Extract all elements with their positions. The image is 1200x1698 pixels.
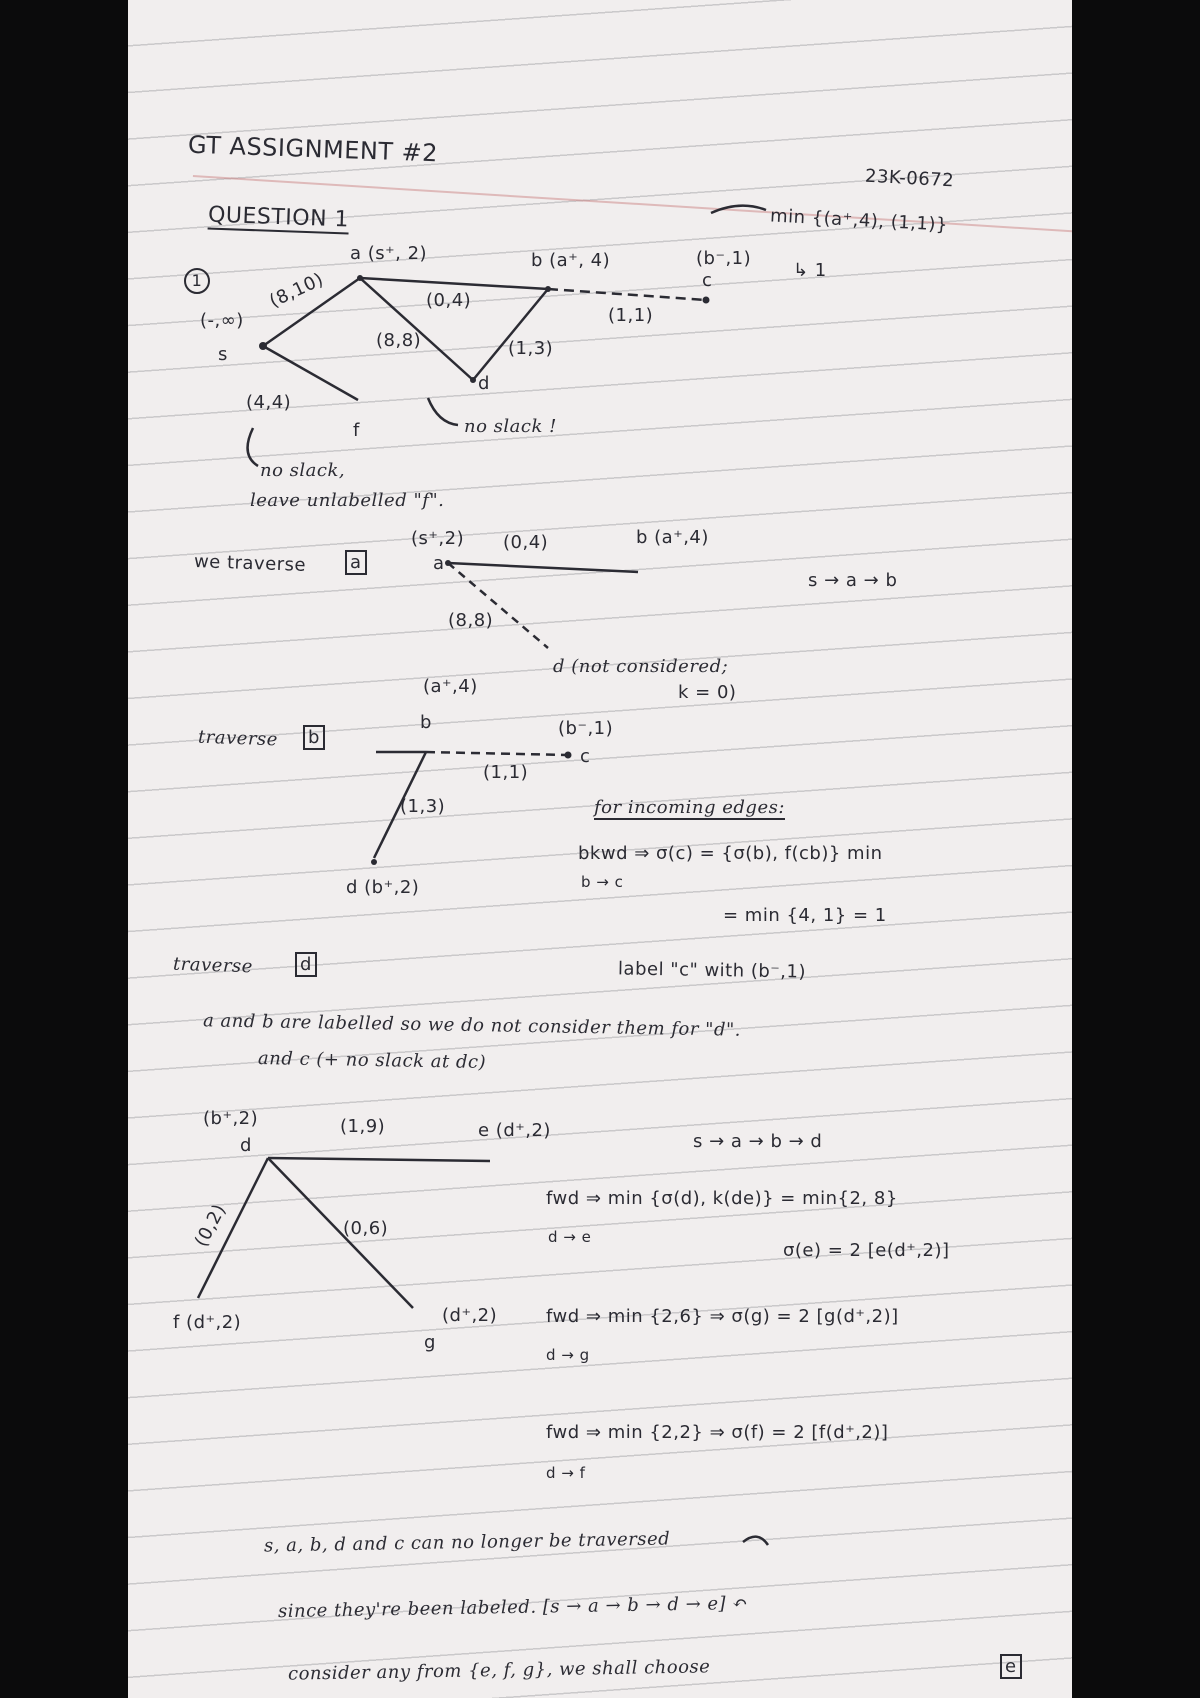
traverse-a-box: a — [345, 550, 367, 575]
conclusion-line-2: since they're been labeled. [s → a → b → d → e] ↶ — [277, 1592, 749, 1623]
bkwd-edge: b → c — [581, 873, 624, 891]
traverse-d-path: s → a → b → d — [693, 1131, 823, 1152]
sigma-e: σ(e) = 2 [e(d⁺,2)] — [783, 1240, 950, 1261]
conclusion-choice-box: e — [1000, 1654, 1022, 1679]
traverse-d-f-label: f (d⁺,2) — [173, 1312, 242, 1333]
traverse-a-edge-ab: (0,4) — [503, 532, 549, 553]
leave-unlabelled-f: leave unlabelled "f". — [250, 490, 445, 511]
traverse-d-edges — [128, 0, 1072, 1698]
traverse-d-box: d — [295, 952, 317, 977]
c-node: c — [702, 270, 713, 291]
traverse-d-g-node: g — [424, 1332, 436, 1353]
fwd-g-formula: fwd ⇒ min {2,6} ⇒ σ(g) = 2 [g(d⁺,2)] — [546, 1306, 899, 1327]
page-title: GT ASSIGNMENT #2 — [187, 130, 439, 168]
traverse-a-a-node: a — [433, 553, 445, 574]
traverse-d-e-label: e (d⁺,2) — [478, 1120, 551, 1141]
traverse-d-d-label: (b⁺,2) — [203, 1108, 259, 1129]
min-result: ↳ 1 — [793, 260, 827, 281]
a-node: a (s⁺, 2) — [350, 243, 428, 264]
edge-sa-label: (8,10) — [266, 268, 327, 313]
no-slack-f: no slack, — [260, 460, 346, 481]
traverse-d-prefix: traverse — [172, 953, 254, 978]
edge-ad-label: (8,8) — [376, 330, 422, 351]
question-heading: QUESTION 1 — [207, 202, 350, 233]
fwd-e-formula: fwd ⇒ min {σ(d), k(de)} = min{2, 8} — [546, 1188, 898, 1209]
c-label: (b⁻,1) — [696, 248, 752, 269]
traverse-d-edge-df: (0,2) — [190, 1200, 231, 1251]
s-label: (-,∞) — [200, 310, 244, 331]
traverse-a-d-note2: k = 0) — [678, 682, 737, 703]
fwd-f-edge: d → f — [546, 1464, 586, 1482]
edge-ab-label: (0,4) — [426, 290, 472, 311]
edge-d-g — [268, 1158, 413, 1308]
d-node: d — [478, 373, 490, 394]
notebook-page — [128, 0, 1072, 1698]
edge-sf-label: (4,4) — [246, 392, 292, 413]
b-node: b (a⁺, 4) — [531, 250, 611, 271]
edge-bc-label: (1,1) — [608, 305, 654, 326]
traverse-a-prefix: we traverse — [193, 551, 307, 576]
label-c-note: label "c" with (b⁻,1) — [617, 958, 807, 983]
traverse-a-edge-ad: (8,8) — [448, 610, 494, 631]
conclusion-line-1: s, a, b, d and c can no longer be traversed — [263, 1528, 671, 1557]
traverse-d-note1: a and b are labelled so we do not consider them for "d". — [202, 1010, 742, 1041]
traverse-b-edge-bc: (1,1) — [483, 762, 529, 783]
traverse-b-d-label: d (b⁺,2) — [346, 877, 420, 898]
traverse-b-c-node: c — [580, 746, 591, 767]
traverse-b-box: b — [303, 725, 325, 750]
traverse-a-a-label: (s⁺,2) — [411, 528, 465, 549]
traverse-d-edge-dg: (0,6) — [343, 1218, 389, 1239]
no-slack-d: no slack ! — [464, 416, 557, 437]
edge-d-e — [268, 1158, 490, 1161]
traverse-a-d-note: d (not considered; — [553, 656, 729, 677]
traverse-b-c-label: (b⁻,1) — [558, 718, 614, 739]
student-id: 23K-0672 — [864, 165, 955, 192]
edge-bd-label: (1,3) — [508, 338, 554, 359]
bkwd-min-calc: = min {4, 1} = 1 — [723, 905, 887, 926]
min-note: min {(a⁺,4), (1,1)} — [769, 205, 949, 236]
traverse-a-path: s → a → b — [808, 570, 898, 591]
incoming-edges-note: for incoming edges: — [594, 797, 785, 818]
traverse-d-d-node: d — [240, 1135, 252, 1156]
f-node: f — [353, 420, 360, 441]
traverse-b-b-label: (a⁺,4) — [423, 676, 478, 697]
traverse-a-b-label: b (a⁺,4) — [636, 527, 709, 548]
curved-return-arrow — [743, 1537, 768, 1545]
traverse-b-b-node: b — [420, 712, 432, 733]
fwd-e-edge: d → e — [548, 1228, 592, 1246]
conclusion-line-3: consider any from {e, f, g}, we shall choose — [287, 1656, 711, 1685]
traverse-d-edge-de: (1,9) — [340, 1116, 386, 1137]
fwd-f-formula: fwd ⇒ min {2,2} ⇒ σ(f) = 2 [f(d⁺,2)] — [546, 1422, 889, 1443]
part-number: 1 — [184, 268, 210, 294]
bkwd-formula: bkwd ⇒ σ(c) = {σ(b), f(cb)} min — [578, 843, 883, 864]
traverse-d-note2: and c (+ no slack at dc) — [257, 1048, 487, 1073]
s-node: s — [218, 344, 228, 365]
traverse-b-prefix: traverse — [197, 726, 279, 751]
traverse-b-edge-bd: (1,3) — [400, 796, 446, 817]
fwd-g-edge: d → g — [546, 1346, 590, 1364]
traverse-d-g-label: (d⁺,2) — [442, 1305, 498, 1326]
